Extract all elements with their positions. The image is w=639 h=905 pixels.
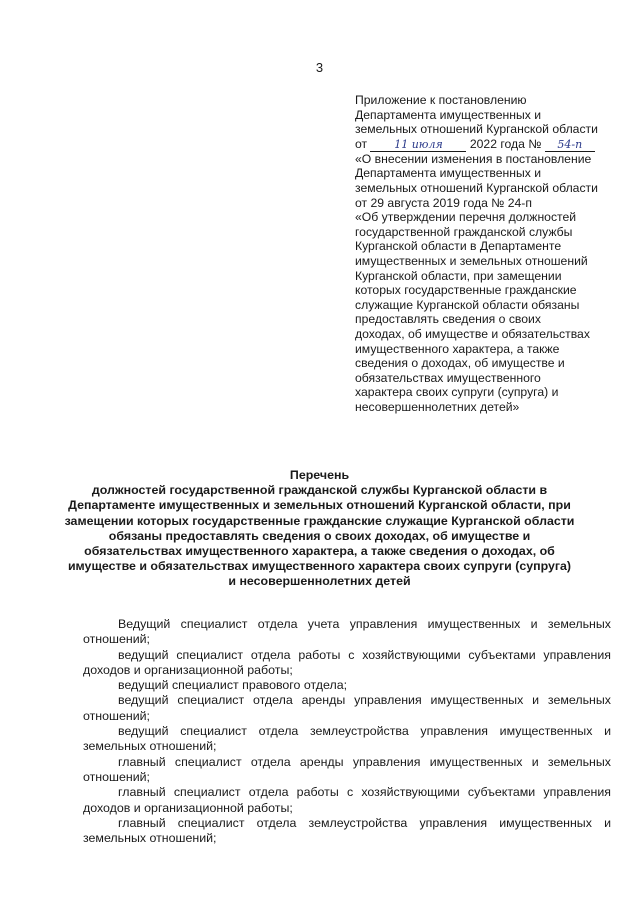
handwritten-date: 11 июля bbox=[370, 139, 466, 152]
position-item: ведущий специалист правового отдела; bbox=[118, 678, 348, 693]
appendix-line: земельных отношений Курганской области bbox=[355, 180, 598, 195]
title-line: и несовершеннолетних детей bbox=[228, 574, 411, 589]
appendix-line: земельных отношений Курганской области bbox=[355, 122, 598, 137]
positions-list bbox=[83, 617, 611, 846]
position-item: ведущий специалист отдела аренды управления имущественных и земельных отношений; bbox=[83, 693, 611, 723]
appendix-line: от 29 августа 2019 года № 24-п bbox=[355, 195, 532, 210]
appendix-line: Курганской области, при замещении bbox=[355, 268, 562, 283]
appendix-line: «Об утверждении перечня должностей bbox=[355, 210, 577, 225]
appendix-line: служащие Курганской области обязаны bbox=[355, 297, 580, 312]
appendix-line: сведения о доходах, об имуществе и bbox=[355, 356, 565, 371]
appendix-line: Департамента имущественных и bbox=[355, 107, 542, 122]
page-number: 3 bbox=[315, 60, 324, 75]
title-line: должностей государственной гражданской службы Курганской области в bbox=[91, 483, 548, 498]
title-heading: Перечень bbox=[289, 468, 350, 482]
appendix-block bbox=[355, 93, 617, 414]
appendix-line: характера своих супруги (супруга) и bbox=[355, 385, 559, 400]
from-label: от bbox=[355, 136, 368, 151]
document-title bbox=[20, 468, 619, 590]
position-item: ведущий специалист отдела работы с хозяйствующими субъектами управления доходов и организационной работы; bbox=[83, 647, 611, 677]
position-item: главный специалист отдела землеустройства управления имущественных и земельных отношений; bbox=[83, 815, 611, 846]
title-line: обязаны предоставлять сведения о своих доходах, об имуществе и bbox=[108, 528, 531, 543]
appendix-line: Приложение к постановлению bbox=[355, 93, 527, 107]
position-item: Ведущий специалист отдела учета управления имущественных и земельных отношений; bbox=[83, 617, 611, 647]
title-line: имуществе и обязательствах имущественного характера своих супруги (супруга) bbox=[67, 559, 572, 574]
title-line: замещении которых государственные гражданские служащие Курганской области bbox=[64, 513, 575, 528]
appendix-line: «О внесении изменения в постановление bbox=[355, 151, 592, 166]
appendix-date-line bbox=[355, 137, 617, 152]
appendix-line: Курганской области в Департаменте bbox=[355, 239, 562, 254]
appendix-line: доходах, об имуществе и обязательствах bbox=[355, 326, 590, 341]
handwritten-number: 54-п bbox=[545, 139, 595, 152]
appendix-line: которых государственные гражданские bbox=[355, 283, 577, 298]
title-line: Департаменте имущественных и земельных отношений Курганской области, при bbox=[68, 498, 571, 513]
year-label: 2022 года № bbox=[469, 136, 542, 151]
appendix-line: предоставлять сведения о своих bbox=[355, 312, 541, 327]
appendix-line: обязательствах имущественного bbox=[355, 370, 541, 385]
position-item: главный специалист отдела работы с хозяйствующими субъектами управления доходов и организационной работы; bbox=[83, 785, 611, 815]
position-item: ведущий специалист отдела землеустройства управления имущественных и земельных отношений; bbox=[83, 724, 611, 754]
appendix-line: государственной гражданской службы bbox=[355, 224, 573, 239]
appendix-line: имущественных и земельных отношений bbox=[355, 253, 588, 268]
title-line: обязательствах имущественного характера, а также сведения о доходах, об bbox=[84, 544, 555, 559]
appendix-line: Департамента имущественных и bbox=[355, 166, 542, 181]
appendix-line: имущественного характера, а также bbox=[355, 341, 560, 356]
appendix-line: несовершеннолетних детей» bbox=[355, 399, 520, 414]
position-item: главный специалист отдела аренды управления имущественных и земельных отношений; bbox=[83, 754, 611, 784]
